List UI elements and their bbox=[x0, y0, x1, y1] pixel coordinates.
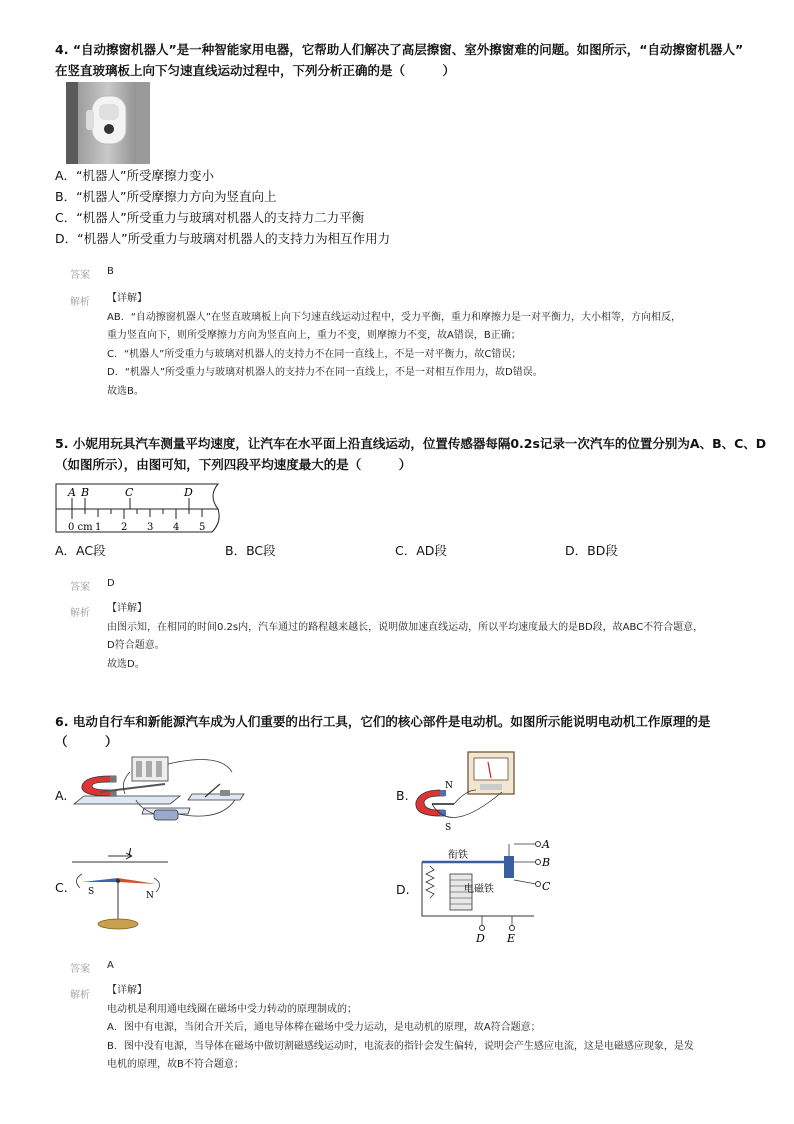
fig-c-s-label: S bbox=[88, 887, 95, 897]
q5-option-d[interactable]: D．BD段 bbox=[565, 543, 618, 558]
q6-figure-a-motor-circuit[interactable] bbox=[70, 752, 250, 832]
q4-answer: B bbox=[107, 266, 114, 277]
q4-explanation bbox=[107, 290, 747, 401]
fig-d-terminal-a: A bbox=[542, 838, 550, 851]
q6-option-d-label[interactable]: D. bbox=[396, 882, 410, 897]
q5-answer: D bbox=[107, 578, 115, 589]
q4-explain-label: 解析 bbox=[70, 297, 90, 308]
q6-option-c-label[interactable]: C. bbox=[55, 880, 68, 895]
ruler-tick-2: 2 bbox=[121, 522, 128, 533]
fig-d-armature-label: 衔铁 bbox=[448, 850, 468, 861]
q5-exp-line: 故选D。 bbox=[107, 658, 145, 670]
fig-c-current-label: I bbox=[128, 848, 132, 858]
q6-answer: A bbox=[107, 960, 114, 971]
q6-exp-line: 电动机是利用通电线圈在磁场中受力转动的原理制成的； bbox=[107, 1003, 357, 1015]
q6-stem-line1: 电动自行车和新能源汽车成为人们重要的出行工具，它们的核心部件是电动机。如图所示能说明电动机工作原理的是 bbox=[72, 714, 711, 729]
q4-exp-line: 故选B。 bbox=[107, 385, 144, 397]
q6-figure-c-oersted[interactable] bbox=[68, 848, 178, 938]
fig-c-n-label: N bbox=[146, 891, 154, 901]
q6-figure-b-generator[interactable] bbox=[410, 750, 520, 840]
q5-exp-line: D符合题意。 bbox=[107, 640, 165, 651]
q6-exp-line: 【详解】 bbox=[107, 985, 147, 996]
q5-stem bbox=[55, 434, 775, 454]
q5-stem-line1: 小妮用玩具汽车测量平均速度，让汽车在水平面上沿直线运动，位置传感器每隔0.2s记录一次汽车的位置分别为A、B、C、D bbox=[72, 436, 767, 451]
fig-d-terminal-b: B bbox=[542, 856, 551, 869]
q5-number: 5. bbox=[55, 436, 69, 451]
q5-answer-label: 答案 bbox=[70, 582, 90, 593]
q4-exp-line: 【详解】 bbox=[107, 293, 147, 304]
q6-exp-line: 电机的原理，故B不符合题意； bbox=[107, 1059, 244, 1070]
q4-exp-line: 重力竖直向下，则所受摩擦力方向为竖直向上，重力不变，则摩擦力不变，故A错误，B正确； bbox=[107, 330, 521, 341]
q4-stem bbox=[55, 40, 775, 60]
q4-exp-line: D．“机器人”所受重力与玻璃对机器人的支持力不在同一直线上，不是一对相互作用力，故D错误。 bbox=[107, 367, 543, 378]
ruler-tick-5: 5 bbox=[199, 522, 206, 533]
fig-d-terminal-d: D bbox=[476, 932, 485, 944]
q5-exp-line: 由图示知，在相同的时间0.2s内，汽车通过的路程越来越长，说明做加速直线运动，所以平均速度最大的是BD段，故ABC不符合题意， bbox=[107, 621, 704, 633]
q5-option-a[interactable]: A．AC段 bbox=[55, 543, 106, 558]
fig-d-terminal-e: E bbox=[507, 932, 516, 944]
q4-number: 4. bbox=[55, 42, 69, 57]
q6-stem bbox=[55, 712, 775, 732]
q4-option-c[interactable]: C．“机器人”所受重力与玻璃对机器人的支持力二力平衡 bbox=[55, 210, 365, 225]
fig-d-terminal-c: C bbox=[542, 880, 551, 893]
q5-option-c[interactable]: C．AD段 bbox=[395, 543, 447, 558]
q5-ruler-figure bbox=[52, 478, 224, 538]
fig-d-electromagnet-label: 电磁铁 bbox=[464, 884, 494, 895]
q6-option-a-label[interactable]: A. bbox=[55, 788, 68, 803]
ruler-tick-3: 3 bbox=[147, 522, 154, 533]
q6-stem-line2: （ ） bbox=[55, 734, 118, 749]
fig-b-n-pole: N bbox=[445, 781, 453, 791]
q6-exp-line: A．图中有电源，当闭合开关后，通电导体棒在磁场中受力运动，是电动机的原理，故A符合题意； bbox=[107, 1022, 541, 1033]
ruler-tick-0: 0 cm bbox=[68, 522, 93, 533]
ruler-point-d: D bbox=[184, 486, 193, 499]
q4-stem-line2: 在竖直玻璃板上向下匀速直线运动过程中，下列分析正确的是（ ） bbox=[55, 63, 456, 78]
q6-option-b-label[interactable]: B. bbox=[396, 788, 409, 803]
q5-explanation bbox=[107, 600, 747, 674]
q5-explain-label: 解析 bbox=[70, 608, 90, 619]
q6-explain-label: 解析 bbox=[70, 990, 90, 1001]
q6-number: 6. bbox=[55, 714, 69, 729]
q4-option-b[interactable]: B．“机器人”所受摩擦力方向为竖直向上 bbox=[55, 189, 277, 204]
q4-option-a[interactable]: A．“机器人”所受摩擦力变小 bbox=[55, 168, 215, 183]
ruler-point-b: B bbox=[81, 486, 90, 499]
q4-answer-label: 答案 bbox=[70, 270, 90, 281]
q6-exp-line: B．图中没有电源，当导体在磁场中做切割磁感线运动时，电流表的指针会发生偏转，说明会产生感应电流，这是电磁感应现象，是发 bbox=[107, 1040, 694, 1052]
q5-exp-line: 【详解】 bbox=[107, 603, 147, 614]
q4-exp-line: AB．“自动擦窗机器人”在竖直玻璃板上向下匀速直线运动过程中，受力平衡，重力和摩擦力是一对平衡力，大小相等，方向相反， bbox=[107, 311, 682, 323]
q4-exp-line: C．“机器人”所受重力与玻璃对机器人的支持力不在同一直线上，不是一对平衡力，故C错误； bbox=[107, 348, 522, 360]
ruler-tick-1: 1 bbox=[95, 522, 102, 533]
q5-option-b[interactable]: B．BC段 bbox=[225, 543, 276, 558]
q6-answer-label: 答案 bbox=[70, 964, 90, 975]
q4-option-d[interactable]: D．“机器人”所受重力与玻璃对机器人的支持力为相互作用力 bbox=[55, 231, 391, 246]
q4-stem-line1: “自动擦窗机器人”是一种智能家用电器，它帮助人们解决了高层擦窗、室外擦窗难的问题。如图所示，“自动擦窗机器人” bbox=[72, 42, 744, 57]
q4-robot-photo bbox=[66, 82, 150, 164]
fig-b-s-pole: S bbox=[445, 823, 452, 833]
q6-explanation bbox=[107, 982, 747, 1075]
q6-figure-d-relay[interactable] bbox=[414, 836, 554, 944]
ruler-point-a: A bbox=[68, 486, 76, 499]
ruler-tick-4: 4 bbox=[173, 522, 180, 533]
ruler-point-c: C bbox=[125, 486, 134, 499]
q5-stem-line2: （如图所示），由图可知，下列四段平均速度最大的是（ ） bbox=[55, 457, 412, 472]
